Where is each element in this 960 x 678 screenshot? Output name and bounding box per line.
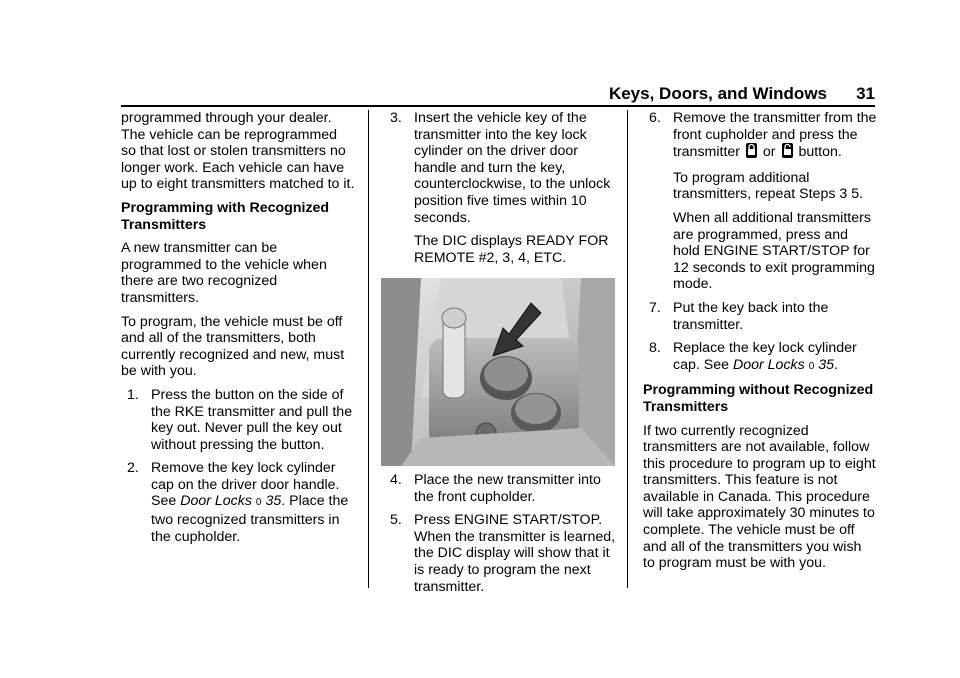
step-number: 5. — [390, 512, 402, 529]
paragraph: To program, the vehicle must be off and all of the transmitters, both currently recognized and new, must be with you. — [121, 313, 345, 380]
step-7 — [643, 300, 877, 333]
step-text: button. — [798, 144, 842, 161]
column-3 — [643, 110, 877, 579]
step-text: Press ENGINE START/STOP. When the transmitter is learned, the DIC display will show that it is ready to program the next transmitter. — [414, 512, 616, 595]
step-text: Press the button on the side of the RKE transmitter and pull the key out. Never pull the key out without pressing the button. — [151, 386, 353, 453]
step-text: . — [833, 356, 838, 373]
paragraph: If two currently recognized transmitters are not available, follow this procedure to program up to eight transmitters. This feature is not available in Canada. This procedure will take approximately 30 minutes to complete. The vehicle must be off and all of the transmitters you wish to program must be with you. — [643, 422, 876, 572]
page-header — [121, 84, 875, 106]
page-number: 31 — [856, 84, 875, 103]
page-reference[interactable]: 35 — [265, 493, 282, 510]
intro-paragraph: programmed through your dealer. The vehicle can be reprogrammed so that lost or stolen transmitters no longer work. Each vehicle can have up to eight transmitters matched to it. — [121, 110, 355, 193]
step-note: When all additional transmitters are programmed, press and hold ENGINE START/STOP for 12 seconds to exit programming mode. — [673, 209, 875, 293]
column-2 — [384, 110, 616, 273]
step-2 — [121, 460, 355, 545]
page-reference[interactable]: 35 — [818, 356, 834, 373]
step-8 — [643, 340, 877, 375]
step-number: 2. — [127, 460, 139, 477]
step-number: 1. — [127, 386, 139, 403]
step-text: Remove the transmitter from the front cupholder and press the transmitter — [673, 110, 877, 161]
header-rule — [121, 105, 875, 107]
step-text: Insert the vehicle key of the transmitter into the key lock cylinder on the driver door handle and turn the key, counterclockwise, to the unlock position five times within 10 seconds. — [414, 110, 611, 226]
step-note: To program additional transmitters, repeat Steps 3 5. — [673, 169, 864, 203]
page-reference-arrow-icon: 0 — [808, 360, 815, 372]
unlock-icon — [782, 143, 793, 163]
step-text: Place the new transmitter into the front cupholder. — [414, 472, 601, 505]
door-locks-link[interactable]: Door Locks — [732, 356, 805, 373]
step-text: . Place the two recognized transmitters in the cupholder. — [151, 493, 349, 545]
step-number: 3. — [390, 110, 402, 126]
paragraph: A new transmitter can be programmed to the vehicle when there are two recognized transmitters. — [121, 240, 327, 306]
step-number: 8. — [649, 340, 661, 357]
door-locks-link[interactable]: Door Locks — [180, 493, 252, 510]
step-text: Put the key back into the transmitter. — [673, 299, 829, 333]
step-3 — [384, 110, 616, 226]
step-number: 6. — [649, 110, 661, 126]
column-1 — [121, 110, 355, 552]
console-cupholder-photo — [381, 278, 615, 466]
step-number: 7. — [649, 299, 661, 316]
step-5 — [384, 512, 616, 595]
section-heading: Programming without Recognized Transmitters — [643, 382, 874, 415]
step-6 — [643, 110, 877, 163]
column-divider — [627, 110, 628, 588]
step-text: Replace the key lock cylinder cap. See — [673, 340, 857, 373]
section-heading: Programming with Recognized Transmitters — [121, 199, 330, 233]
column-2-lower — [384, 472, 616, 602]
page-reference-arrow-icon: 0 — [255, 497, 262, 509]
step-text: Remove the key lock cylinder cap on the driver door handle. See — [151, 460, 340, 510]
column-divider — [368, 110, 369, 588]
or-text: or — [762, 144, 776, 161]
step-1 — [121, 387, 355, 453]
section-title: Keys, Doors, and Windows — [608, 84, 827, 103]
step-number: 4. — [390, 472, 402, 488]
lock-icon — [746, 143, 757, 163]
step-note: The DIC displays READY FOR REMOTE #2, 3, 4, ETC. — [414, 233, 609, 266]
step-4 — [384, 472, 616, 505]
